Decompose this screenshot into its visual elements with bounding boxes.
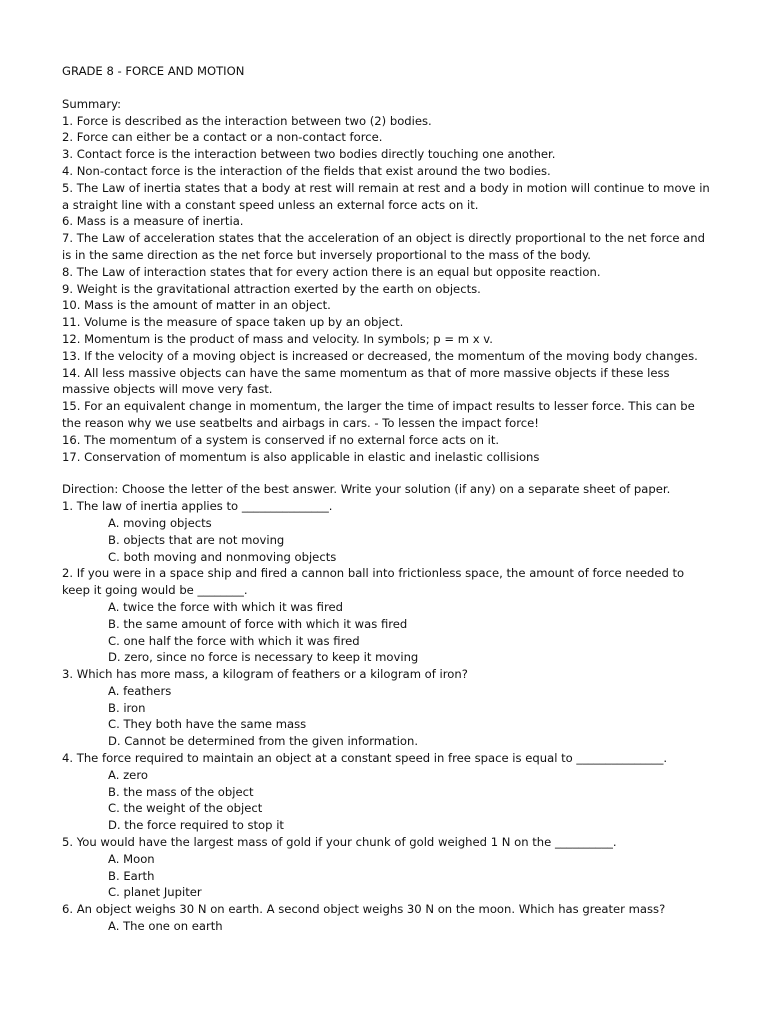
answer-option: A. moving objects	[108, 515, 212, 530]
answer-option: D. zero, since no force is necessary to keep it moving	[108, 650, 419, 665]
answer-option: A. Moon	[108, 851, 155, 866]
summary-item: 8. The Law of interaction states that for every action there is an equal but opposite reaction.	[62, 264, 601, 279]
question-text: 6. An object weighs 30 N on earth. A second object weighs 30 N on the moon. Which has greater mass?	[62, 902, 666, 917]
summary-label: Summary:	[62, 96, 122, 111]
answer-option: D. Cannot be determined from the given information.	[108, 734, 419, 749]
summary-item: 9. Weight is the gravitational attraction exerted by the earth on objects.	[62, 281, 481, 296]
answer-option: A. feathers	[108, 683, 172, 698]
question-list	[62, 498, 712, 935]
summary-item: 6. Mass is a measure of inertia.	[62, 214, 244, 229]
answer-option: B. the same amount of force with which it was fired	[108, 616, 408, 631]
document-title: GRADE 8 - FORCE AND MOTION	[62, 64, 245, 78]
answer-option: C. both moving and nonmoving objects	[108, 549, 337, 564]
question-1	[62, 498, 712, 565]
question-6	[62, 901, 712, 935]
answer-option: B. the mass of the object	[108, 784, 254, 799]
summary-item: 3. Contact force is the interaction between two bodies directly touching one another.	[62, 147, 556, 162]
answer-option: D. the force required to stop it	[108, 818, 284, 833]
question-text: 4. The force required to maintain an object at a constant speed in free space is equal to _______________.	[62, 751, 668, 766]
answer-option: C. They both have the same mass	[108, 717, 307, 732]
summary-item: 11. Volume is the measure of space taken up by an object.	[62, 315, 404, 330]
summary-item: 5. The Law of inertia states that a body at rest will remain at rest and a body in motion will continue to move in a straight line with a constant speed unless an external force acts on it.	[62, 180, 710, 212]
question-text: 1. The law of inertia applies to _______________.	[62, 499, 333, 514]
summary-item: 4. Non-contact force is the interaction of the fields that exist around the two bodies.	[62, 163, 551, 178]
question-4	[62, 750, 712, 834]
question-text: 3. Which has more mass, a kilogram of feathers or a kilogram of iron?	[62, 667, 468, 682]
answer-option: A. zero	[108, 767, 148, 782]
summary-item: 10. Mass is the amount of matter in an object.	[62, 298, 331, 313]
directions-text: Direction: Choose the letter of the best answer. Write your solution (if any) on a separate sheet of paper.	[62, 482, 671, 497]
question-text: 5. You would have the largest mass of gold if your chunk of gold weighed 1 N on the __________.	[62, 835, 617, 850]
answer-option: C. one half the force with which it was fired	[108, 633, 360, 648]
document-content	[62, 63, 712, 935]
summary-item: 1. Force is described as the interaction between two (2) bodies.	[62, 113, 432, 128]
summary-item: 13. If the velocity of a moving object is increased or decreased, the momentum of the moving body changes.	[62, 348, 698, 363]
summary-item: 16. The momentum of a system is conserved if no external force acts on it.	[62, 432, 500, 447]
answer-option: B. objects that are not moving	[108, 532, 285, 547]
question-3	[62, 666, 712, 750]
summary-item: 15. For an equivalent change in momentum, the larger the time of impact results to lesser force. This can be the reason why we use seatbelts and airbags in cars. - To lessen the impact force!	[62, 399, 695, 430]
summary-item: 2. Force can either be a contact or a non-contact force.	[62, 130, 383, 145]
question-2	[62, 565, 712, 666]
summary-list	[62, 113, 712, 466]
question-5	[62, 834, 712, 901]
section-gap	[62, 465, 712, 481]
answer-option: A. The one on earth	[108, 919, 223, 934]
answer-option: C. planet Jupiter	[108, 885, 202, 900]
summary-item: 17. Conservation of momentum is also applicable in elastic and inelastic collisions	[62, 449, 540, 464]
question-text: 2. If you were in a space ship and fired a cannon ball into frictionless space, the amount of force needed to keep it going would be ________.	[62, 566, 685, 598]
answer-option: B. iron	[108, 700, 146, 715]
summary-item: 12. Momentum is the product of mass and velocity. In symbols; p = m x v.	[62, 331, 493, 346]
answer-option: A. twice the force with which it was fired	[108, 599, 343, 614]
summary-item: 14. All less massive objects can have the same momentum as that of more massive objects if these less massive objects will move very fast.	[62, 365, 670, 397]
answer-option: B. Earth	[108, 868, 155, 883]
summary-item: 7. The Law of acceleration states that the acceleration of an object is directly proportional to the net force and is in the same direction as the net force but inversely proportional to the mass of the body.	[62, 231, 705, 262]
answer-option: C. the weight of the object	[108, 801, 263, 816]
